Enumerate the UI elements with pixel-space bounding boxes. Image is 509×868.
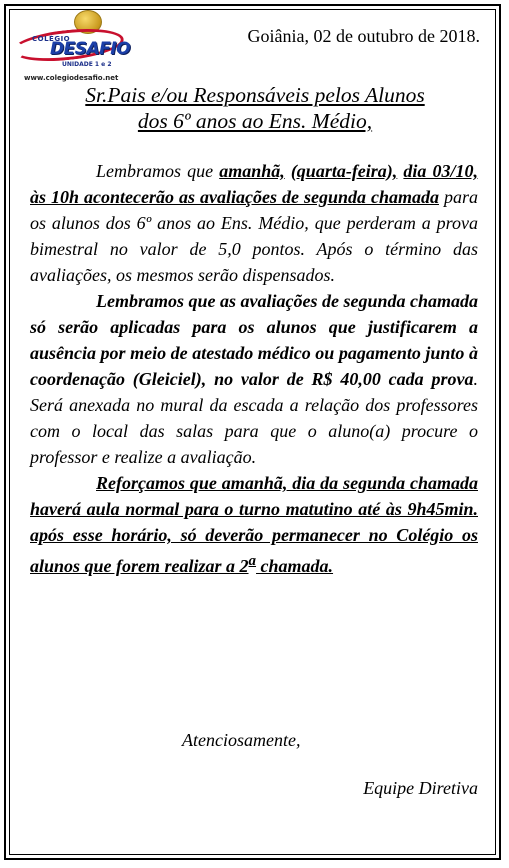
heading-line-2: dos 6º anos ao Ens. Médio,: [137, 109, 373, 133]
paragraph-3-bold: Reforçamos que amanhã, dia da segunda chamada haverá aula normal para o turno matutino até às 9h45min. após esse horário, só deverão permanecer no Colégio os alunos que forem realizar a 2: [30, 473, 478, 576]
paragraph-2: [30, 288, 478, 470]
signature: Equipe Diretiva: [363, 778, 478, 798]
school-logo: [10, 8, 130, 84]
date-line: Goiânia, 02 de outubro de 2018.: [247, 26, 480, 46]
paragraph-3-end: chamada.: [256, 556, 334, 576]
paragraph-2-rest: . Será anexada no mural da escada a relação dos professores com o local das salas para que o aluno(a) procure o professor e realize a avaliação.: [30, 369, 478, 467]
paragraph-3: [30, 470, 478, 579]
logo-url: www.colegiodesafio.net: [24, 74, 119, 82]
paragraph-1: [30, 158, 478, 288]
letter-heading: [20, 82, 490, 134]
paragraph-1-bold-1: amanhã,: [219, 161, 285, 181]
paragraph-2-bold: Lembramos que as avaliações de segunda chamada só serão aplicadas para os alunos que justificarem a ausência por meio de atestado médico ou pagamento junto à coordenação (Gleiciel), no valor de R$ 40,00 cada prova: [30, 291, 478, 389]
letter-body: [30, 158, 478, 579]
paragraph-1-bold-2: (quarta-feira),: [290, 161, 398, 181]
logo-small-text: COLÉGIO: [32, 35, 71, 43]
closing: Atenciosamente,: [182, 730, 301, 750]
paragraph-1-bold-3: dia 03/10, às 10h acontecerão as avaliações de segunda chamada: [30, 161, 478, 207]
heading-line-1: Sr.Pais e/ou Responsáveis pelos Alunos: [85, 83, 425, 107]
logo-unit: UNIDADE 1 e 2: [62, 61, 112, 68]
paragraph-1-intro: Lembramos que: [96, 161, 220, 181]
paragraph-3-superscript: a: [248, 553, 257, 569]
logo-name: DESAFIO: [50, 39, 131, 59]
paragraph-1-rest: para os alunos dos 6º anos ao Ens. Médio, que perderam a prova bimestral no valor de 5,0 pontos. Após o término das avaliações, os mesmos serão dispensados.: [30, 187, 478, 285]
